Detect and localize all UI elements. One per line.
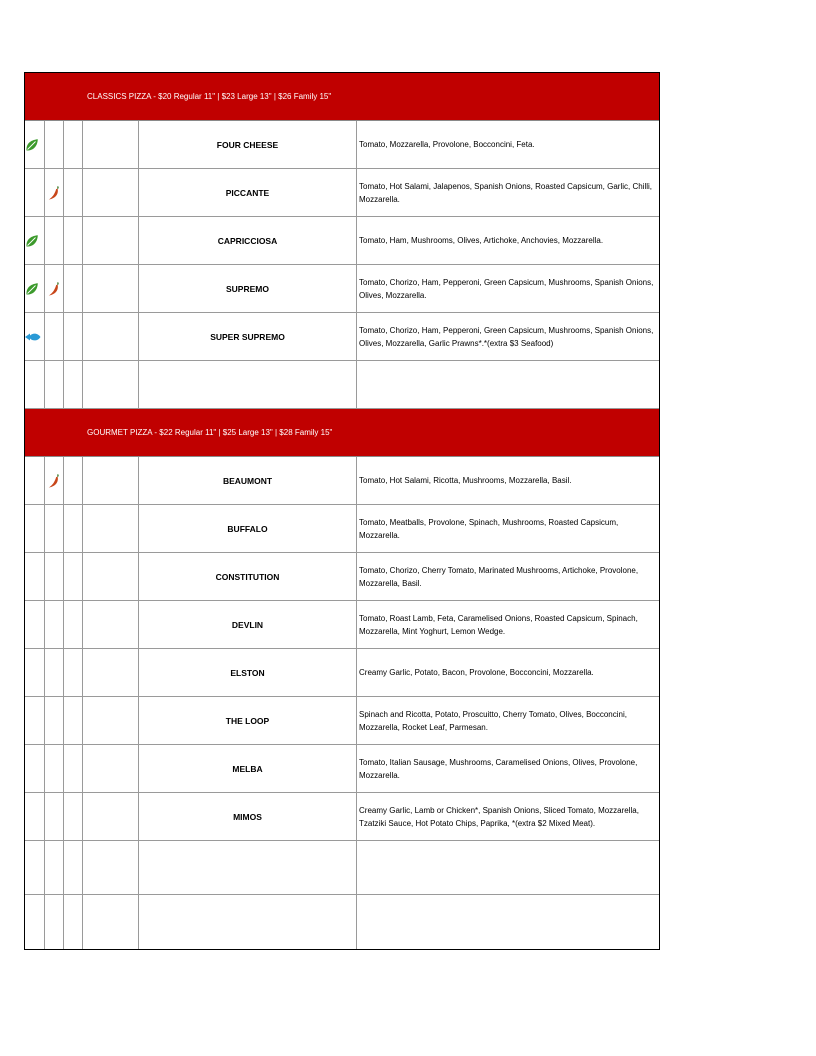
icon-cell-secondary — [45, 745, 64, 792]
spacer-cell — [83, 217, 139, 264]
pizza-name — [139, 121, 357, 168]
pizza-description — [357, 169, 659, 216]
pizza-description — [357, 217, 659, 264]
icon-cell-primary — [25, 601, 45, 648]
pizza-description-text: Tomato, Hot Salami, Ricotta, Mushrooms, Mozzarella, Basil. — [359, 476, 572, 485]
icon-cell-secondary — [45, 841, 64, 894]
pizza-name-text: SUPREMO — [226, 283, 269, 294]
menu-row — [25, 169, 659, 217]
menu-row — [25, 505, 659, 553]
spacer-cell — [83, 361, 139, 408]
pizza-description — [357, 457, 659, 504]
section-header: GOURMET PIZZA - $22 Regular 11" | $25 Large 13" | $28 Family 15" — [25, 409, 659, 457]
spacer-cell — [64, 265, 83, 312]
menu-row — [25, 361, 659, 409]
menu-row — [25, 217, 659, 265]
pizza-description-text: Tomato, Ham, Mushrooms, Olives, Artichoke, Anchovies, Mozzarella. — [359, 236, 604, 245]
pizza-description-text: Tomato, Chorizo, Ham, Pepperoni, Green Capsicum, Mushrooms, Spanish Onions, Olives, Mozzarella. — [359, 277, 654, 300]
section-header: CLASSICS PIZZA - $20 Regular 11" | $23 Large 13" | $26 Family 15" — [25, 73, 659, 121]
pizza-description-text: Tomato, Chorizo, Ham, Pepperoni, Green Capsicum, Mushrooms, Spanish Onions, Olives, Mozzarella, Garlic Prawns*.*(extra $3 Seafood) — [359, 325, 654, 348]
menu-row — [25, 793, 659, 841]
icon-cell-primary — [25, 265, 45, 312]
icon-cell-primary — [25, 841, 45, 894]
pizza-name — [139, 217, 357, 264]
icon-cell-secondary — [45, 361, 64, 408]
spacer-cell — [83, 121, 139, 168]
icon-cell-primary — [25, 793, 45, 840]
menu-row — [25, 745, 659, 793]
pizza-description — [357, 505, 659, 552]
spacer-cell — [83, 505, 139, 552]
pizza-name — [139, 313, 357, 360]
pizza-description-text: Tomato, Meatballs, Provolone, Spinach, Mushrooms, Roasted Capsicum, Mozzarella. — [359, 517, 619, 540]
pizza-name — [139, 505, 357, 552]
pizza-description — [357, 745, 659, 792]
pizza-name-text: CONSTITUTION — [215, 571, 280, 582]
icon-cell-primary — [25, 313, 45, 360]
pizza-description — [357, 265, 659, 312]
icon-cell-primary — [25, 505, 45, 552]
icon-cell-primary — [25, 121, 45, 168]
pizza-menu-table — [24, 72, 660, 950]
spacer-cell — [64, 745, 83, 792]
menu-row — [25, 457, 659, 505]
pizza-description-text: Tomato, Hot Salami, Jalapenos, Spanish Onions, Roasted Capsicum, Garlic, Chilli, Mozzarella. — [359, 181, 653, 204]
pizza-name-text: CAPRICCIOSA — [217, 235, 278, 246]
spacer-cell — [83, 457, 139, 504]
icon-cell-secondary — [45, 553, 64, 600]
spacer-cell — [83, 169, 139, 216]
pizza-name-text: DEVLIN — [231, 619, 264, 630]
spacer-cell — [83, 745, 139, 792]
spacer-cell — [83, 895, 139, 949]
menu-row — [25, 121, 659, 169]
pizza-description — [357, 841, 659, 894]
pizza-description-text: Tomato, Mozzarella, Provolone, Bocconcini, Feta. — [359, 140, 535, 149]
icon-cell-secondary — [45, 265, 64, 312]
pizza-description-text: Tomato, Italian Sausage, Mushrooms, Caramelised Onions, Olives, Provolone, Mozzarella. — [359, 757, 638, 780]
icon-cell-secondary — [45, 649, 64, 696]
spacer-cell — [83, 697, 139, 744]
icon-cell-primary — [25, 169, 45, 216]
spacer-cell — [64, 841, 83, 894]
icon-cell-primary — [25, 745, 45, 792]
pizza-description — [357, 793, 659, 840]
menu-row — [25, 265, 659, 313]
fish-icon — [25, 331, 41, 343]
spacer-cell — [83, 601, 139, 648]
icon-cell-secondary — [45, 697, 64, 744]
pizza-description — [357, 121, 659, 168]
pizza-description-text: Tomato, Roast Lamb, Feta, Caramelised Onions, Roasted Capsicum, Spinach, Mozzarella, Mint Yoghurt, Lemon Wedge. — [359, 613, 638, 636]
chilli-icon — [47, 185, 61, 201]
icon-cell-secondary — [45, 217, 64, 264]
spacer-cell — [64, 169, 83, 216]
icon-cell-secondary — [45, 457, 64, 504]
pizza-description — [357, 895, 659, 949]
menu-row — [25, 313, 659, 361]
pizza-name-text: THE LOOP — [225, 715, 270, 726]
spacer-cell — [83, 265, 139, 312]
icon-cell-secondary — [45, 601, 64, 648]
icon-cell-primary — [25, 649, 45, 696]
spacer-cell — [83, 313, 139, 360]
pizza-name-text: MELBA — [232, 763, 263, 774]
pizza-name-text: ELSTON — [230, 667, 265, 678]
pizza-name — [139, 745, 357, 792]
pizza-name — [139, 793, 357, 840]
menu-row — [25, 895, 659, 949]
icon-cell-secondary — [45, 895, 64, 949]
menu-row — [25, 553, 659, 601]
pizza-description-text: Spinach and Ricotta, Potato, Proscuitto, Cherry Tomato, Olives, Bocconcini, Mozzarella, Rocket Leaf, Parmesan. — [359, 709, 627, 732]
leaf-icon — [25, 138, 39, 152]
spacer-cell — [64, 895, 83, 949]
chilli-icon — [47, 281, 61, 297]
icon-cell-primary — [25, 697, 45, 744]
icon-cell-primary — [25, 361, 45, 408]
pizza-name-text: FOUR CHEESE — [216, 139, 279, 150]
pizza-name-text: MIMOS — [233, 811, 262, 822]
spacer-cell — [64, 793, 83, 840]
pizza-name — [139, 841, 357, 894]
icon-cell-primary — [25, 895, 45, 949]
pizza-name — [139, 265, 357, 312]
pizza-name-text: PICCANTE — [225, 187, 270, 198]
spacer-cell — [64, 313, 83, 360]
pizza-description — [357, 649, 659, 696]
spacer-cell — [83, 841, 139, 894]
pizza-name-text: BEAUMONT — [222, 475, 273, 486]
spacer-cell — [64, 553, 83, 600]
leaf-icon — [25, 234, 39, 248]
pizza-description — [357, 601, 659, 648]
pizza-name — [139, 457, 357, 504]
pizza-description — [357, 553, 659, 600]
icon-cell-secondary — [45, 313, 64, 360]
spacer-cell — [83, 649, 139, 696]
pizza-name — [139, 649, 357, 696]
pizza-name — [139, 895, 357, 949]
icon-cell-secondary — [45, 793, 64, 840]
icon-cell-secondary — [45, 169, 64, 216]
spacer-cell — [64, 697, 83, 744]
pizza-name-text: SUPER SUPREMO — [210, 331, 285, 342]
spacer-cell — [83, 793, 139, 840]
pizza-description-text: Creamy Garlic, Lamb or Chicken*, Spanish Onions, Sliced Tomato, Mozzarella, Tzatziki Sauce, Hot Potato Chips, Paprika, *(extra $2 Mixed Meat). — [359, 805, 639, 828]
pizza-name-text: BUFFALO — [227, 523, 268, 534]
spacer-cell — [64, 601, 83, 648]
chilli-icon — [47, 473, 61, 489]
spacer-cell — [64, 361, 83, 408]
spacer-cell — [64, 505, 83, 552]
pizza-description-text: Tomato, Chorizo, Cherry Tomato, Marinated Mushrooms, Artichoke, Provolone, Mozzarella, Basil. — [359, 565, 639, 588]
spacer-cell — [64, 649, 83, 696]
pizza-name — [139, 553, 357, 600]
spacer-cell — [64, 121, 83, 168]
menu-row — [25, 697, 659, 745]
spacer-cell — [64, 457, 83, 504]
spacer-cell — [64, 217, 83, 264]
pizza-description — [357, 313, 659, 360]
icon-cell-primary — [25, 217, 45, 264]
menu-row — [25, 841, 659, 895]
menu-row — [25, 649, 659, 697]
pizza-name — [139, 697, 357, 744]
pizza-name — [139, 169, 357, 216]
spacer-cell — [83, 553, 139, 600]
leaf-icon — [25, 282, 39, 296]
menu-row — [25, 601, 659, 649]
pizza-name — [139, 601, 357, 648]
icon-cell-secondary — [45, 121, 64, 168]
icon-cell-secondary — [45, 505, 64, 552]
pizza-description — [357, 697, 659, 744]
pizza-description-text: Creamy Garlic, Potato, Bacon, Provolone, Bocconcini, Mozzarella. — [359, 668, 594, 677]
icon-cell-primary — [25, 553, 45, 600]
pizza-description — [357, 361, 659, 408]
icon-cell-primary — [25, 457, 45, 504]
pizza-name — [139, 361, 357, 408]
